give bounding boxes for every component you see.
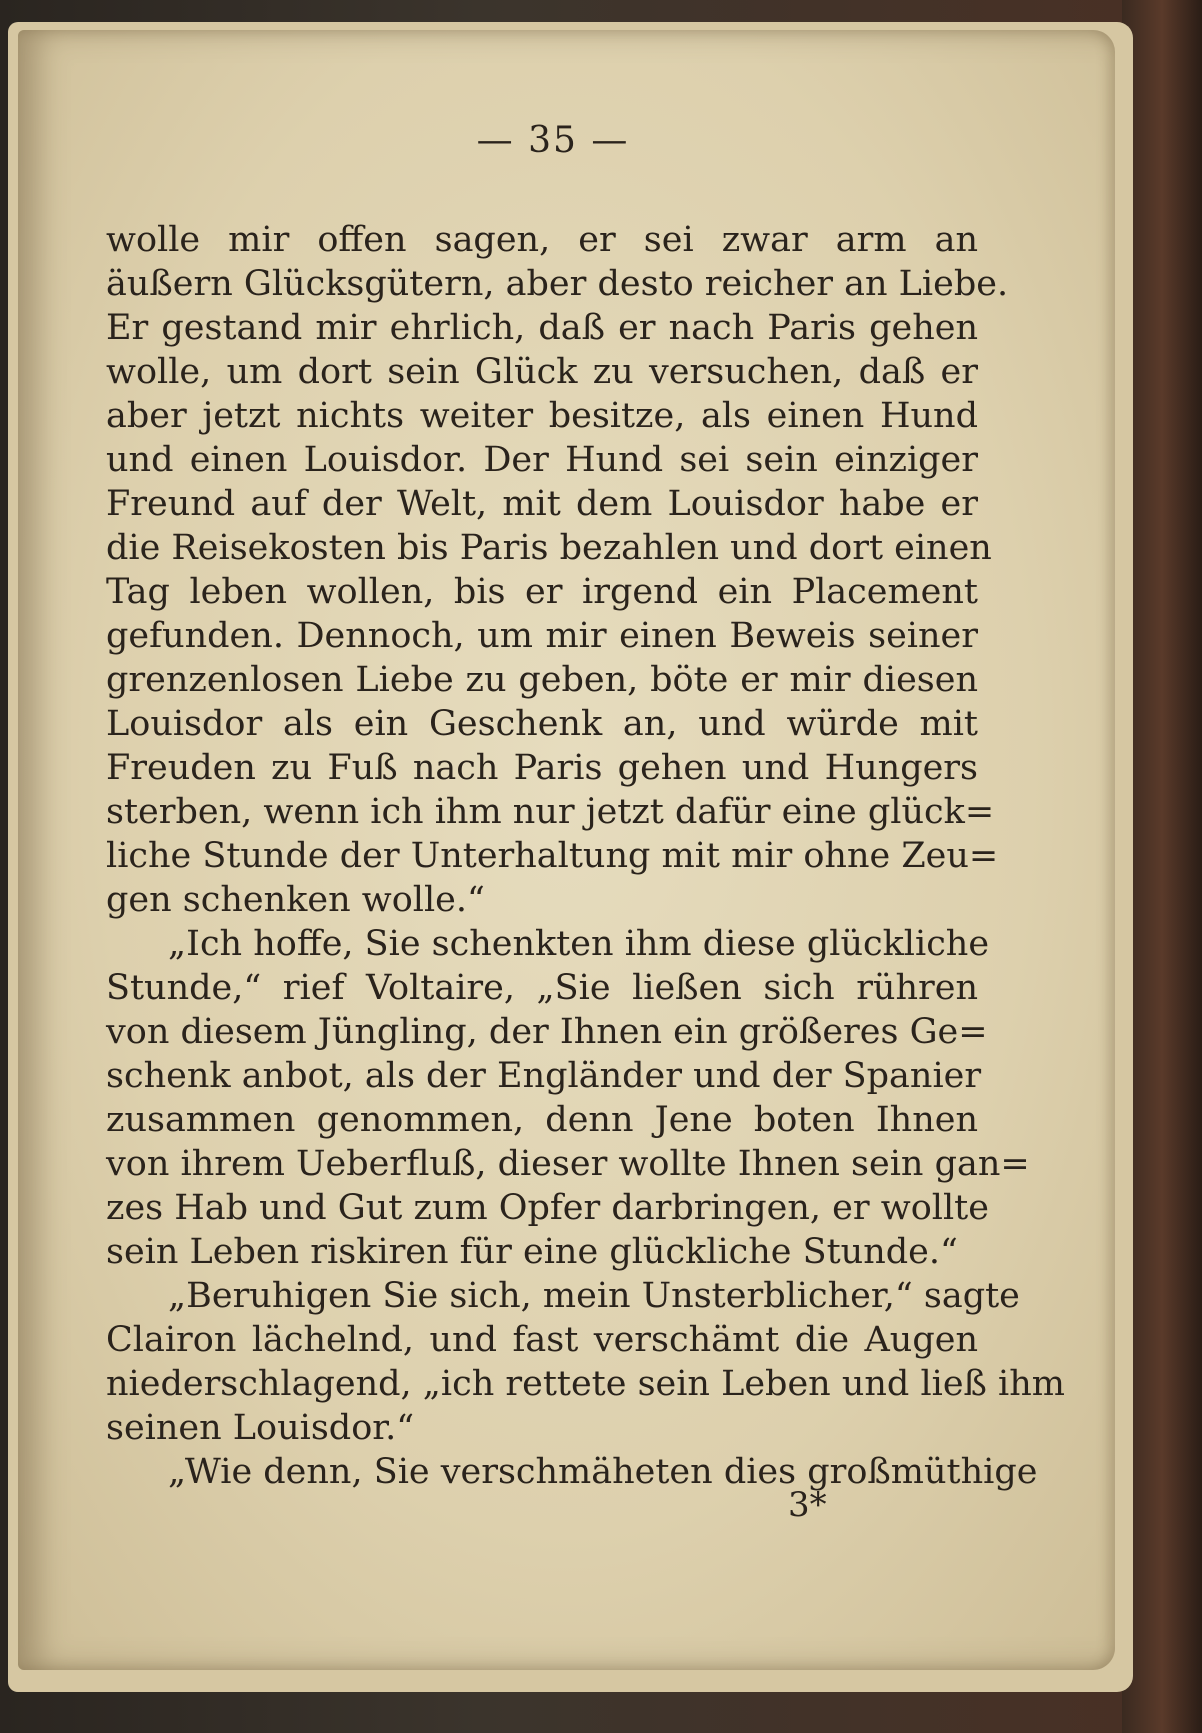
text-line: schenk anbot, als der Engländer und der Spanier bbox=[106, 1056, 982, 1096]
text-line: zusammen genommen, denn Jene boten Ihnen bbox=[106, 1100, 978, 1140]
text-line: und einen Louisdor. Der Hund sei sein einziger bbox=[106, 440, 978, 480]
book-cover-edge bbox=[1122, 0, 1202, 1733]
text-line: gen schenken wolle.“ bbox=[106, 880, 485, 920]
text-line: „Ich hoffe, Sie schenkten ihm diese glückliche bbox=[168, 924, 990, 964]
text-line: Freuden zu Fuß nach Paris gehen und Hungers bbox=[106, 748, 978, 788]
text-line: seinen Louisdor.“ bbox=[106, 1408, 415, 1448]
text-line: „Beruhigen Sie sich, mein Unsterblicher,“ sagte bbox=[168, 1276, 1020, 1316]
book-page bbox=[18, 30, 1115, 1670]
text-line: sterben, wenn ich ihm nur jetzt dafür eine glück= bbox=[106, 792, 995, 832]
text-line: äußern Glücksgütern, aber desto reicher an Liebe. bbox=[106, 264, 1009, 304]
text-line: gefunden. Dennoch, um mir einen Beweis seiner bbox=[106, 616, 978, 656]
page-text bbox=[106, 218, 1065, 1494]
text-line: wolle mir offen sagen, er sei zwar arm an bbox=[106, 220, 978, 260]
text-line: liche Stunde der Unterhaltung mit mir ohne Zeu= bbox=[106, 836, 999, 876]
text-line: Tag leben wollen, bis er irgend ein Placement bbox=[106, 572, 978, 612]
text-line: Louisdor als ein Geschenk an, und würde mit bbox=[106, 704, 978, 744]
text-line: „Wie denn, Sie verschmäheten dies großmüthige bbox=[168, 1452, 1038, 1492]
signature-mark: 3* bbox=[788, 1485, 827, 1525]
text-line: aber jetzt nichts weiter besitze, als einen Hund bbox=[106, 396, 978, 436]
text-line: wolle, um dort sein Glück zu versuchen, daß er bbox=[106, 352, 978, 392]
text-line: die Reisekosten bis Paris bezahlen und dort einen bbox=[106, 528, 992, 568]
text-line: Stunde,“ rief Voltaire, „Sie ließen sich rühren bbox=[106, 968, 978, 1008]
text-line: von diesem Jüngling, der Ihnen ein größeres Ge= bbox=[106, 1012, 988, 1052]
text-line: Er gestand mir ehrlich, daß er nach Paris gehen bbox=[106, 308, 978, 348]
text-line: Clairon lächelnd, und fast verschämt die Augen bbox=[106, 1320, 978, 1360]
page-number: — 35 — bbox=[476, 120, 630, 161]
text-line: zes Hab und Gut zum Opfer darbringen, er wollte bbox=[106, 1188, 989, 1228]
text-line: Freund auf der Welt, mit dem Louisdor habe er bbox=[106, 484, 978, 524]
text-line: niederschlagend, „ich rettete sein Leben und ließ ihm bbox=[106, 1364, 1065, 1404]
text-line: von ihrem Ueberfluß, dieser wollte Ihnen sein gan= bbox=[106, 1144, 1030, 1184]
text-line: grenzenlosen Liebe zu geben, böte er mir diesen bbox=[106, 660, 978, 700]
text-line: sein Leben riskiren für eine glückliche Stunde.“ bbox=[106, 1232, 958, 1272]
